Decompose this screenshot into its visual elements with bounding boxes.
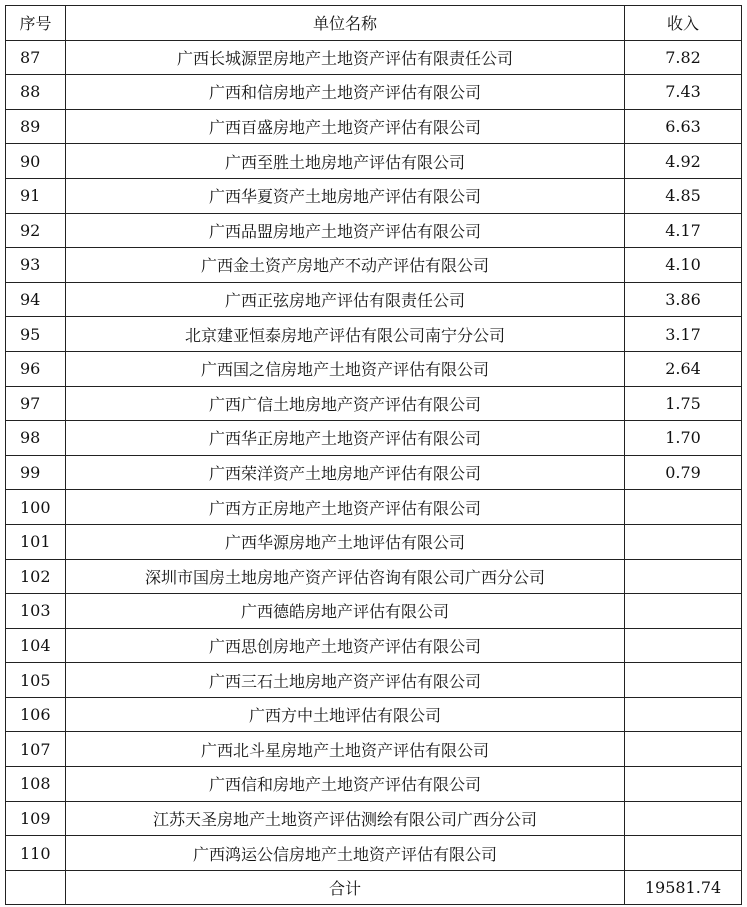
row-serial-number: 95	[6, 317, 66, 352]
row-unit-name: 广西北斗星房地产土地资产评估有限公司	[66, 732, 625, 767]
row-serial-number: 99	[6, 455, 66, 490]
row-unit-name: 北京建亚恒泰房地产评估有限公司南宁分公司	[66, 317, 625, 352]
row-unit-name: 广西和信房地产土地资产评估有限公司	[66, 75, 625, 110]
table-row	[6, 75, 742, 110]
row-unit-name: 广西思创房地产土地资产评估有限公司	[66, 628, 625, 663]
total-income: 19581.74	[625, 870, 742, 905]
table-row	[6, 248, 742, 283]
row-income: 4.17	[625, 213, 742, 248]
row-serial-number: 108	[6, 767, 66, 802]
table-row	[6, 524, 742, 559]
row-income: 4.10	[625, 248, 742, 283]
table-row	[6, 421, 742, 456]
total-serial-number	[6, 870, 66, 905]
row-serial-number: 98	[6, 421, 66, 456]
row-income: 4.85	[625, 178, 742, 213]
income-table	[5, 5, 742, 905]
row-unit-name: 广西正弦房地产评估有限责任公司	[66, 282, 625, 317]
row-serial-number: 92	[6, 213, 66, 248]
row-unit-name: 广西华正房地产土地资产评估有限公司	[66, 421, 625, 456]
table-row	[6, 594, 742, 629]
row-serial-number: 97	[6, 386, 66, 421]
row-unit-name: 广西鸿运公信房地产土地资产评估有限公司	[66, 836, 625, 871]
table-row	[6, 351, 742, 386]
row-serial-number: 93	[6, 248, 66, 283]
row-income	[625, 559, 742, 594]
row-unit-name: 广西方中土地评估有限公司	[66, 697, 625, 732]
row-unit-name: 广西长城源罡房地产土地资产评估有限责任公司	[66, 40, 625, 75]
row-income: 0.79	[625, 455, 742, 490]
row-serial-number: 90	[6, 144, 66, 179]
header-income: 收入	[625, 6, 742, 41]
table-row	[6, 559, 742, 594]
row-income: 3.86	[625, 282, 742, 317]
table-row	[6, 317, 742, 352]
row-income: 1.70	[625, 421, 742, 456]
table-row	[6, 801, 742, 836]
row-unit-name: 广西百盛房地产土地资产评估有限公司	[66, 109, 625, 144]
total-row	[6, 870, 742, 905]
table-row	[6, 455, 742, 490]
row-unit-name: 广西国之信房地产土地资产评估有限公司	[66, 351, 625, 386]
row-unit-name: 江苏天圣房地产土地资产评估测绘有限公司广西分公司	[66, 801, 625, 836]
row-income: 6.63	[625, 109, 742, 144]
row-income	[625, 663, 742, 698]
row-income: 7.82	[625, 40, 742, 75]
row-income	[625, 490, 742, 525]
header-serial-number: 序号	[6, 6, 66, 41]
row-unit-name: 深圳市国房土地房地产资产评估咨询有限公司广西分公司	[66, 559, 625, 594]
table-row	[6, 767, 742, 802]
row-unit-name: 广西金土资产房地产不动产评估有限公司	[66, 248, 625, 283]
total-label: 合计	[66, 870, 625, 905]
table-row	[6, 109, 742, 144]
row-serial-number: 100	[6, 490, 66, 525]
row-income	[625, 732, 742, 767]
row-unit-name: 广西华夏资产土地房地产评估有限公司	[66, 178, 625, 213]
table-row	[6, 40, 742, 75]
table-row	[6, 490, 742, 525]
table-row	[6, 213, 742, 248]
table-row	[6, 628, 742, 663]
row-income: 2.64	[625, 351, 742, 386]
row-unit-name: 广西荣洋资产土地房地产评估有限公司	[66, 455, 625, 490]
row-serial-number: 104	[6, 628, 66, 663]
row-income	[625, 767, 742, 802]
row-serial-number: 103	[6, 594, 66, 629]
row-serial-number: 94	[6, 282, 66, 317]
table-row	[6, 663, 742, 698]
row-income	[625, 836, 742, 871]
row-unit-name: 广西至胜土地房地产评估有限公司	[66, 144, 625, 179]
table-row	[6, 732, 742, 767]
row-serial-number: 107	[6, 732, 66, 767]
row-serial-number: 106	[6, 697, 66, 732]
table-row	[6, 386, 742, 421]
row-unit-name: 广西广信土地房地产资产评估有限公司	[66, 386, 625, 421]
row-serial-number: 101	[6, 524, 66, 559]
row-income: 4.92	[625, 144, 742, 179]
row-income: 3.17	[625, 317, 742, 352]
row-unit-name: 广西三石土地房地产资产评估有限公司	[66, 663, 625, 698]
row-income	[625, 801, 742, 836]
row-serial-number: 91	[6, 178, 66, 213]
row-serial-number: 96	[6, 351, 66, 386]
row-serial-number: 110	[6, 836, 66, 871]
table-row	[6, 178, 742, 213]
row-income	[625, 594, 742, 629]
row-income	[625, 524, 742, 559]
table-body	[6, 40, 742, 905]
row-serial-number: 105	[6, 663, 66, 698]
row-unit-name: 广西方正房地产土地资产评估有限公司	[66, 490, 625, 525]
table-header-row	[6, 6, 742, 41]
row-unit-name: 广西品盟房地产土地资产评估有限公司	[66, 213, 625, 248]
table-row	[6, 282, 742, 317]
table-row	[6, 836, 742, 871]
row-income: 7.43	[625, 75, 742, 110]
header-unit-name: 单位名称	[66, 6, 625, 41]
income-table-container	[5, 5, 741, 905]
row-serial-number: 89	[6, 109, 66, 144]
table-row	[6, 697, 742, 732]
row-unit-name: 广西信和房地产土地资产评估有限公司	[66, 767, 625, 802]
row-serial-number: 87	[6, 40, 66, 75]
table-row	[6, 144, 742, 179]
row-income	[625, 697, 742, 732]
row-serial-number: 88	[6, 75, 66, 110]
row-serial-number: 109	[6, 801, 66, 836]
row-unit-name: 广西华源房地产土地评估有限公司	[66, 524, 625, 559]
row-unit-name: 广西德皓房地产评估有限公司	[66, 594, 625, 629]
row-serial-number: 102	[6, 559, 66, 594]
row-income: 1.75	[625, 386, 742, 421]
row-income	[625, 628, 742, 663]
